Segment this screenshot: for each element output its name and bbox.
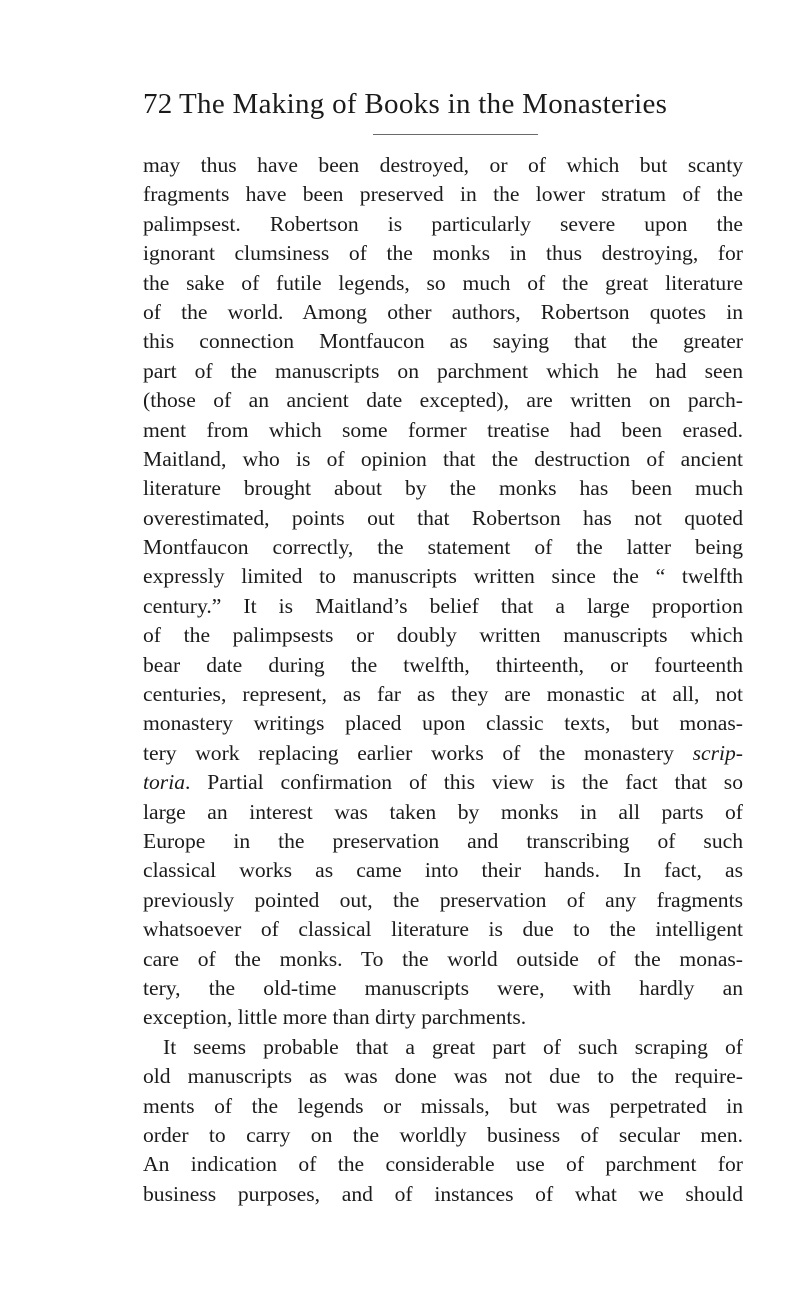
text-line: centuries, represent, as far as they are monastic at all, not [143, 682, 743, 707]
text-line: expressly limited to manuscripts written since the “ twelfth [143, 564, 743, 589]
text-line: An indication of the considerable use of parchment for [143, 1152, 743, 1177]
text-line: the sake of futile legends, so much of the great literature [143, 270, 743, 295]
text-line: ignorant clumsiness of the monks in thus destroying, for [143, 241, 743, 266]
text-line: tery, the old-time manuscripts were, with hardly an [143, 975, 743, 1000]
text-line: literature brought about by the monks has been much [143, 476, 743, 501]
text-line: (those of an ancient date excepted), are written on parch- [143, 388, 743, 413]
text-line: exception, little more than dirty parchments. [143, 1005, 527, 1030]
text-line: ments of the legends or missals, but was perpetrated in [143, 1093, 743, 1118]
text-line: business purposes, and of instances of what we should [143, 1181, 743, 1206]
text-line: of the world. Among other authors, Robertson quotes in [143, 299, 743, 324]
text-line: large an interest was taken by monks in all parts of [143, 799, 743, 824]
text-line: classical works as came into their hands. In fact, as [143, 858, 743, 883]
text-run: . Partial confirmation of this view is the fact that so [185, 770, 743, 795]
text-line: this connection Montfaucon as saying that the greater [143, 329, 743, 354]
text-line: bear date during the twelfth, thirteenth, or fourteenth [143, 652, 743, 677]
italic-term: scrip- [692, 740, 743, 765]
text-run: tery work replacing earlier works of the monastery [143, 740, 693, 765]
text-line: It seems probable that a great part of such scraping of [163, 1034, 743, 1059]
running-head [143, 84, 743, 124]
text-line: order to carry on the worldly business of secular men. [143, 1122, 743, 1147]
running-title: The Making of Books in the Monasteries [179, 88, 668, 120]
page-number: 72 [143, 88, 173, 120]
text-line: may thus have been destroyed, or of which but scanty [143, 153, 743, 177]
text-line: fragments have been preserved in the lower stratum of the [143, 182, 743, 207]
text-line: palimpsest. Robertson is particularly severe upon the [143, 211, 743, 236]
text-line: part of the manuscripts on parchment which he had seen [143, 358, 743, 383]
italic-term: toria [143, 770, 185, 795]
body-text [143, 151, 743, 1209]
text-line: care of the monks. To the world outside of the monas- [143, 946, 743, 971]
text-line: Montfaucon correctly, the statement of the latter being [143, 535, 743, 560]
text-line: ment from which some former treatise had been erased. [143, 417, 743, 442]
text-line: overestimated, points out that Robertson has not quoted [143, 505, 743, 530]
text-line: previously pointed out, the preservation of any fragments [143, 887, 743, 912]
text-line: of the palimpsests or doubly written manuscripts which [143, 623, 743, 648]
text-line [143, 768, 743, 797]
text-line: whatsoever of classical literature is due to the intelligent [143, 917, 743, 942]
text-line: monastery writings placed upon classic texts, but monas- [143, 711, 743, 736]
text-line: century.” It is Maitland’s belief that a large proportion [143, 593, 743, 618]
text-line: Europe in the preservation and transcribing of such [143, 828, 743, 853]
text-line [143, 739, 743, 768]
text-line: old manuscripts as was done was not due to the require- [143, 1064, 743, 1089]
text-line: Maitland, who is of opinion that the destruction of ancient [143, 446, 743, 471]
header-rule [373, 134, 538, 135]
